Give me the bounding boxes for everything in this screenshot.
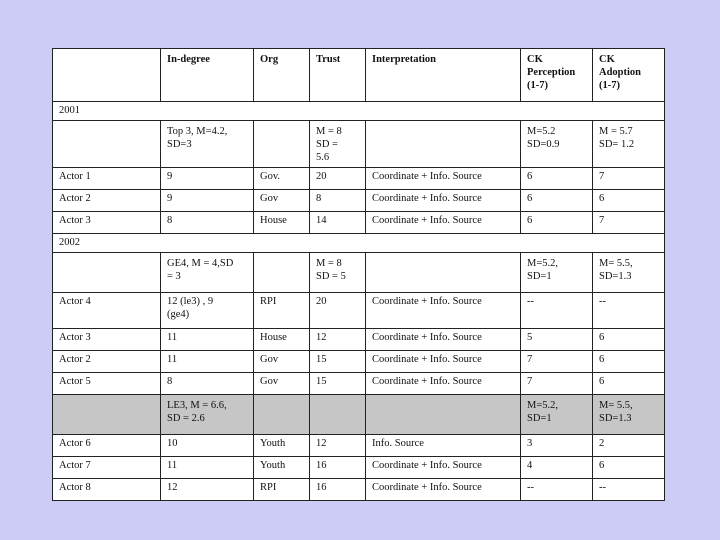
- table-cell: Youth: [254, 457, 310, 479]
- table-cell: 6: [593, 190, 665, 212]
- table-cell: Coordinate + Info. Source: [366, 329, 521, 351]
- table-cell: 8: [310, 190, 366, 212]
- table-cell: Actor 8: [53, 479, 161, 501]
- table-cell: Coordinate + Info. Source: [366, 190, 521, 212]
- table-cell: Top 3, M=4.2, SD=3: [161, 121, 254, 168]
- table-row: [53, 293, 665, 329]
- table-cell: 16: [310, 479, 366, 501]
- table-cell: RPI: [254, 293, 310, 329]
- summary-row: [53, 253, 665, 293]
- table-row: [53, 190, 665, 212]
- summary-row: [53, 395, 665, 435]
- table-cell: Interpretation: [366, 49, 521, 102]
- table-cell: M = 5.7 SD= 1.2: [593, 121, 665, 168]
- table-cell: [254, 395, 310, 435]
- table-cell: 6: [593, 373, 665, 395]
- table-cell: 6: [521, 190, 593, 212]
- table-cell: 10: [161, 435, 254, 457]
- table-cell: [366, 253, 521, 293]
- table-cell: House: [254, 212, 310, 234]
- table-cell: Actor 7: [53, 457, 161, 479]
- header-row: [53, 49, 665, 102]
- table-cell: Youth: [254, 435, 310, 457]
- table-cell: Gov: [254, 351, 310, 373]
- table-cell: M= 5.5, SD=1.3: [593, 395, 665, 435]
- table-cell: 12: [161, 479, 254, 501]
- table-cell: Actor 5: [53, 373, 161, 395]
- table-cell: 7: [521, 351, 593, 373]
- table-cell: 6: [593, 351, 665, 373]
- table-cell: 6: [521, 168, 593, 190]
- table-cell: Coordinate + Info. Source: [366, 293, 521, 329]
- table-row: [53, 212, 665, 234]
- table-cell: M = 8 SD = 5.6: [310, 121, 366, 168]
- table-cell: Trust: [310, 49, 366, 102]
- table-cell: --: [521, 479, 593, 501]
- table-cell: Actor 1: [53, 168, 161, 190]
- table-cell: CK Adoption (1-7): [593, 49, 665, 102]
- table-cell: 12: [310, 435, 366, 457]
- table-cell: M=5.2, SD=1: [521, 395, 593, 435]
- table-cell: Gov.: [254, 168, 310, 190]
- table-cell: 16: [310, 457, 366, 479]
- table-cell: M=5.2 SD=0.9: [521, 121, 593, 168]
- table-cell: Coordinate + Info. Source: [366, 168, 521, 190]
- table-cell: Gov: [254, 373, 310, 395]
- table-row: [53, 329, 665, 351]
- table-cell: Coordinate + Info. Source: [366, 351, 521, 373]
- table-cell: --: [521, 293, 593, 329]
- table-cell: [53, 253, 161, 293]
- table-cell: 9: [161, 168, 254, 190]
- year-row: [53, 102, 665, 121]
- table-cell: In-degree: [161, 49, 254, 102]
- table-row: [53, 457, 665, 479]
- table-cell: 7: [521, 373, 593, 395]
- table-cell: 12: [310, 329, 366, 351]
- table-cell: 6: [521, 212, 593, 234]
- table-cell: 7: [593, 168, 665, 190]
- table-cell: 3: [521, 435, 593, 457]
- table-cell: Gov: [254, 190, 310, 212]
- table-row: [53, 479, 665, 501]
- table-cell: Actor 3: [53, 329, 161, 351]
- table-cell: 11: [161, 329, 254, 351]
- table-body: [53, 49, 665, 501]
- table-cell: [366, 121, 521, 168]
- table-row: [53, 351, 665, 373]
- table-cell: 9: [161, 190, 254, 212]
- table-cell: --: [593, 479, 665, 501]
- summary-row: [53, 121, 665, 168]
- table-cell: 11: [161, 351, 254, 373]
- table-cell: 6: [593, 329, 665, 351]
- table-cell: 2001: [53, 102, 665, 121]
- table-row: [53, 168, 665, 190]
- table-cell: 7: [593, 212, 665, 234]
- table-cell: 12 (le3) , 9 (ge4): [161, 293, 254, 329]
- table-cell: 20: [310, 168, 366, 190]
- table-cell: Coordinate + Info. Source: [366, 457, 521, 479]
- table-cell: 14: [310, 212, 366, 234]
- table-cell: [53, 395, 161, 435]
- table-cell: 4: [521, 457, 593, 479]
- table-cell: [53, 49, 161, 102]
- table-cell: 15: [310, 373, 366, 395]
- table-cell: Coordinate + Info. Source: [366, 479, 521, 501]
- data-table: [52, 48, 665, 501]
- table-cell: M=5.2, SD=1: [521, 253, 593, 293]
- table-cell: [254, 253, 310, 293]
- table-cell: 2: [593, 435, 665, 457]
- table-cell: Coordinate + Info. Source: [366, 212, 521, 234]
- table-cell: [366, 395, 521, 435]
- table-cell: CK Perception (1-7): [521, 49, 593, 102]
- table-cell: RPI: [254, 479, 310, 501]
- year-row: [53, 234, 665, 253]
- table-cell: House: [254, 329, 310, 351]
- table-row: [53, 373, 665, 395]
- table-cell: 6: [593, 457, 665, 479]
- table-cell: --: [593, 293, 665, 329]
- table-row: [53, 435, 665, 457]
- table-cell: Actor 3: [53, 212, 161, 234]
- table-cell: 11: [161, 457, 254, 479]
- table-cell: LE3, M = 6.6, SD = 2.6: [161, 395, 254, 435]
- table-cell: [53, 121, 161, 168]
- table-cell: [254, 121, 310, 168]
- table-cell: 15: [310, 351, 366, 373]
- table-cell: 20: [310, 293, 366, 329]
- table-cell: 8: [161, 212, 254, 234]
- table-cell: 2002: [53, 234, 665, 253]
- table-cell: Info. Source: [366, 435, 521, 457]
- table-cell: Actor 2: [53, 190, 161, 212]
- table-cell: 8: [161, 373, 254, 395]
- table-cell: Actor 4: [53, 293, 161, 329]
- table-cell: Org: [254, 49, 310, 102]
- table-cell: GE4, M = 4,SD = 3: [161, 253, 254, 293]
- table-cell: M= 5.5, SD=1.3: [593, 253, 665, 293]
- table-cell: Actor 6: [53, 435, 161, 457]
- table-cell: Coordinate + Info. Source: [366, 373, 521, 395]
- table-cell: Actor 2: [53, 351, 161, 373]
- table-cell: 5: [521, 329, 593, 351]
- table-cell: M = 8 SD = 5: [310, 253, 366, 293]
- table-cell: [310, 395, 366, 435]
